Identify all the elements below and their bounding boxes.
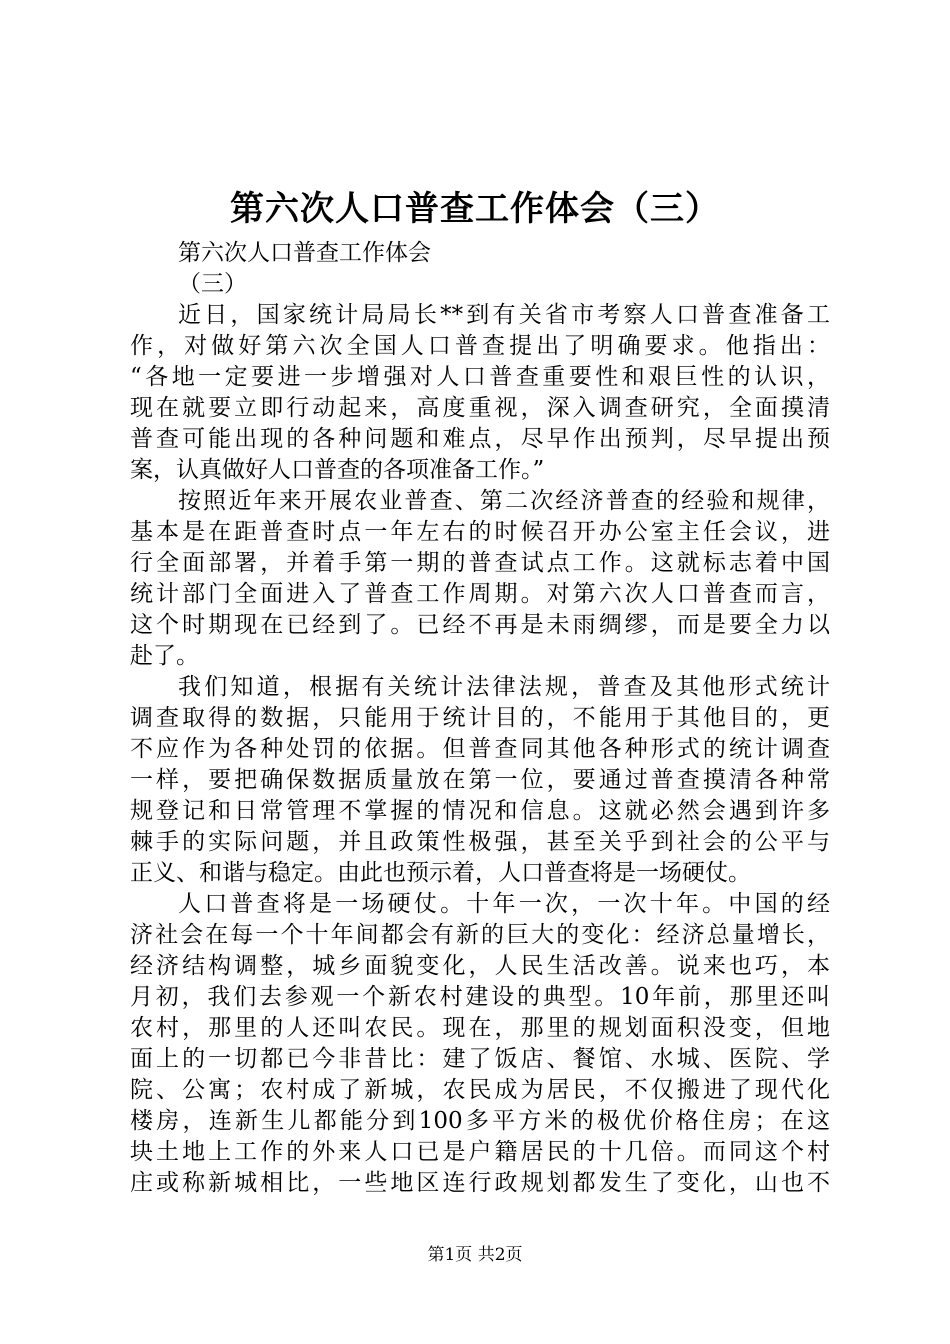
- text-line: 按照近年来开展农业普查、第二次经济普查的经验和规律，: [178, 488, 830, 514]
- text-line: 庄或称新城相比，一些地区连行政规划都发生了变化，山也不: [130, 1170, 830, 1196]
- text-line: 我们知道，根据有关统计法律法规，普查及其他形式统计: [178, 674, 830, 700]
- text-line: 案，认真做好人口普查的各项准备工作。”: [130, 457, 545, 483]
- text-line: “各地一定要进一步增强对人口普查重要性和艰巨性的认识，: [130, 364, 830, 390]
- text-line: 经济结构调整，城乡面貌变化，人民生活改善。说来也巧，本: [130, 953, 830, 979]
- text-line: 近日，国家统计局局长**到有关省市考察人口普查准备工: [178, 302, 830, 328]
- text-line: 现在就要立即行动起来，高度重视，深入调查研究，全面摸清: [130, 395, 830, 421]
- text-line: 作，对做好第六次全国人口普查提出了明确要求。他指出：: [130, 333, 830, 359]
- text-line: 统计部门全面进入了普查工作周期。对第六次人口普查而言，: [130, 581, 830, 607]
- document-title: 第六次人口普查工作体会（三）: [230, 189, 720, 229]
- text-line: 不应作为各种处罚的依据。但普查同其他各种形式的统计调查: [130, 736, 830, 762]
- text-line: 块土地上工作的外来人口已是户籍居民的十几倍。而同这个村: [130, 1139, 830, 1165]
- text-line: 楼房，连新生儿都能分到100多平方米的极优价格住房；在这: [130, 1108, 830, 1134]
- text-line: （三）: [178, 271, 247, 297]
- text-line: 院、公寓；农村成了新城，农民成为居民，不仅搬进了现代化: [130, 1077, 830, 1103]
- text-line: 基本是在距普查时点一年左右的时候召开办公室主任会议，进: [130, 519, 830, 545]
- text-line: 规登记和日常管理不掌握的情况和信息。这就必然会遇到许多: [130, 798, 830, 824]
- page-footer: 第1页 共2页: [427, 1245, 523, 1265]
- text-line: 农村，那里的人还叫农民。现在，那里的规划面积没变，但地: [130, 1015, 830, 1041]
- text-line: 月初，我们去参观一个新农村建设的典型。10年前，那里还叫: [130, 984, 830, 1010]
- text-line: 正义、和谐与稳定。由此也预示着，人口普查将是一场硬仗。: [130, 860, 751, 886]
- text-line: 一样，要把确保数据质量放在第一位，要通过普查摸清各种常: [130, 767, 830, 793]
- text-line: 济社会在每一个十年间都会有新的巨大的变化：经济总量增长，: [130, 922, 830, 948]
- text-line: 普查可能出现的各种问题和难点，尽早作出预判，尽早提出预: [130, 426, 830, 452]
- text-line: 赴了。: [130, 643, 199, 669]
- text-line: 面上的一切都已今非昔比：建了饭店、餐馆、水城、医院、学: [130, 1046, 830, 1072]
- text-line: 第六次人口普查工作体会: [178, 240, 431, 266]
- text-line: 调查取得的数据，只能用于统计目的，不能用于其他目的，更: [130, 705, 830, 731]
- text-line: 这个时期现在已经到了。已经不再是未雨绸缪，而是要全力以: [130, 612, 830, 638]
- text-line: 棘手的实际问题，并且政策性极强，甚至关乎到社会的公平与: [130, 829, 830, 855]
- document-body: [130, 238, 830, 1199]
- text-line: 行全面部署，并着手第一期的普查试点工作。这就标志着中国: [130, 550, 830, 576]
- text-line: 人口普查将是一场硬仗。十年一次，一次十年。中国的经: [178, 891, 830, 917]
